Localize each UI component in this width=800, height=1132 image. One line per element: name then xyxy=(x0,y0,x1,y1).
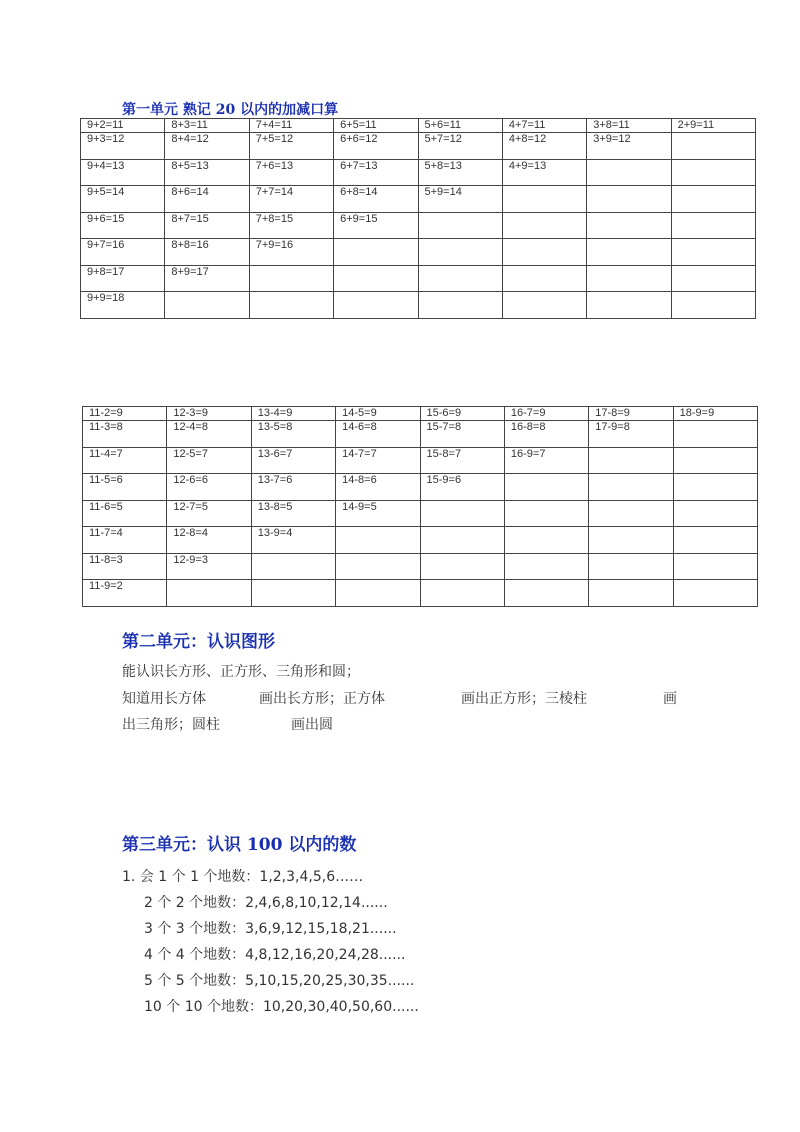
table-cell: 15-8=7 xyxy=(420,447,504,474)
table-cell: 13-9=4 xyxy=(251,527,335,554)
unit2-line1: 能认识长方形、正方形、三角形和圆； xyxy=(122,664,360,680)
table-cell xyxy=(167,580,251,607)
count-line: 4 个 4 个地数：4,8,12,16,20,24,28...... xyxy=(144,947,406,963)
table-cell: 13-4=9 xyxy=(251,407,335,421)
table-row xyxy=(83,553,758,580)
table-cell xyxy=(418,239,502,266)
unit1-title: 第一单元 熟记 20 以内的加减口算 xyxy=(122,102,339,118)
table-cell: 14-9=5 xyxy=(336,500,420,527)
table-cell xyxy=(671,212,755,239)
table-cell: 12-7=5 xyxy=(167,500,251,527)
table-cell xyxy=(249,265,333,292)
table-cell xyxy=(587,186,671,213)
table-cell: 11-6=5 xyxy=(83,500,167,527)
table-cell: 4+8=12 xyxy=(502,133,586,160)
table-cell xyxy=(504,500,588,527)
table-row xyxy=(83,527,758,554)
table-cell: 14-8=6 xyxy=(336,474,420,501)
table-cell xyxy=(589,500,673,527)
table-cell xyxy=(673,580,757,607)
table-cell xyxy=(420,580,504,607)
table-cell: 8+9=17 xyxy=(165,265,249,292)
table-cell: 4+7=11 xyxy=(502,119,586,133)
unit2-line3-part2: 画出圆 xyxy=(291,717,333,733)
table-cell xyxy=(502,265,586,292)
table-cell: 9+6=15 xyxy=(81,212,165,239)
table-cell: 6+9=15 xyxy=(334,212,418,239)
table-cell xyxy=(589,447,673,474)
table-cell: 12-5=7 xyxy=(167,447,251,474)
count-line: 10 个 10 个地数：10,20,30,40,50,60...... xyxy=(144,999,419,1015)
table-cell xyxy=(334,265,418,292)
table-cell: 9+8=17 xyxy=(81,265,165,292)
table-cell: 13-8=5 xyxy=(251,500,335,527)
table-cell xyxy=(502,239,586,266)
table-cell: 13-5=8 xyxy=(251,421,335,448)
table-cell xyxy=(420,500,504,527)
table-cell: 17-8=9 xyxy=(589,407,673,421)
table-cell xyxy=(589,474,673,501)
table-cell xyxy=(502,212,586,239)
table-cell: 6+5=11 xyxy=(334,119,418,133)
table-row xyxy=(83,407,758,421)
table-row xyxy=(83,447,758,474)
table-cell xyxy=(671,239,755,266)
table-cell xyxy=(671,292,755,319)
table-cell: 5+8=13 xyxy=(418,159,502,186)
table-cell: 11-2=9 xyxy=(83,407,167,421)
table-cell: 8+8=16 xyxy=(165,239,249,266)
table-cell: 15-6=9 xyxy=(420,407,504,421)
table-cell: 12-8=4 xyxy=(167,527,251,554)
table-cell xyxy=(249,292,333,319)
table-cell xyxy=(587,212,671,239)
table-cell: 11-8=3 xyxy=(83,553,167,580)
table-cell: 13-6=7 xyxy=(251,447,335,474)
table-cell: 12-6=6 xyxy=(167,474,251,501)
table-cell: 11-9=2 xyxy=(83,580,167,607)
table-cell: 17-9=8 xyxy=(589,421,673,448)
table-cell: 6+8=14 xyxy=(334,186,418,213)
table-cell: 5+9=14 xyxy=(418,186,502,213)
table-cell xyxy=(504,527,588,554)
table-cell xyxy=(336,553,420,580)
table-cell xyxy=(502,292,586,319)
table-cell: 4+9=13 xyxy=(502,159,586,186)
table-row xyxy=(81,292,756,319)
table-cell xyxy=(418,212,502,239)
table-cell: 11-7=4 xyxy=(83,527,167,554)
unit2-line2-part2: 画出长方形；正方体 xyxy=(259,691,385,707)
table-cell xyxy=(673,474,757,501)
table-cell xyxy=(251,580,335,607)
table-cell: 7+8=15 xyxy=(249,212,333,239)
table-cell xyxy=(673,553,757,580)
subtraction-table xyxy=(82,406,758,607)
table-cell xyxy=(589,527,673,554)
table-cell xyxy=(671,265,755,292)
table-cell xyxy=(420,553,504,580)
unit2-line3-part1: 出三角形；圆柱 xyxy=(122,717,220,733)
table-row xyxy=(81,159,756,186)
table-cell: 8+3=11 xyxy=(165,119,249,133)
unit2-line2-part4: 画 xyxy=(663,691,677,707)
table-row xyxy=(83,474,758,501)
table-row xyxy=(81,133,756,160)
table-cell: 14-5=9 xyxy=(336,407,420,421)
unit2-line2-part3: 画出正方形；三棱柱 xyxy=(461,691,587,707)
table-cell: 12-4=8 xyxy=(167,421,251,448)
table-cell xyxy=(418,292,502,319)
table-row xyxy=(83,580,758,607)
table-cell: 5+6=11 xyxy=(418,119,502,133)
table-cell: 6+7=13 xyxy=(334,159,418,186)
table-row xyxy=(81,212,756,239)
table-cell: 8+4=12 xyxy=(165,133,249,160)
table-cell xyxy=(334,292,418,319)
table-row xyxy=(81,239,756,266)
table-cell: 3+8=11 xyxy=(587,119,671,133)
table-cell: 16-8=8 xyxy=(504,421,588,448)
table-row xyxy=(83,500,758,527)
table-row xyxy=(81,186,756,213)
table-cell: 16-7=9 xyxy=(504,407,588,421)
table-cell: 9+3=12 xyxy=(81,133,165,160)
table-cell: 7+4=11 xyxy=(249,119,333,133)
table-cell xyxy=(336,580,420,607)
table-cell: 11-3=8 xyxy=(83,421,167,448)
table-cell xyxy=(418,265,502,292)
table-cell xyxy=(587,159,671,186)
table-cell: 11-5=6 xyxy=(83,474,167,501)
table-cell xyxy=(587,239,671,266)
table-cell: 7+6=13 xyxy=(249,159,333,186)
count-line: 2 个 2 个地数：2,4,6,8,10,12,14...... xyxy=(144,895,388,911)
table-cell: 7+9=16 xyxy=(249,239,333,266)
table-cell xyxy=(673,447,757,474)
table-cell: 9+9=18 xyxy=(81,292,165,319)
count-line: 5 个 5 个地数：5,10,15,20,25,30,35...... xyxy=(144,973,415,989)
table-cell: 13-7=6 xyxy=(251,474,335,501)
table-cell xyxy=(251,553,335,580)
table-cell xyxy=(671,186,755,213)
table-cell: 8+5=13 xyxy=(165,159,249,186)
table-cell xyxy=(589,580,673,607)
table-cell: 5+7=12 xyxy=(418,133,502,160)
table-cell xyxy=(673,421,757,448)
table-cell: 18-9=9 xyxy=(673,407,757,421)
table-cell: 9+4=13 xyxy=(81,159,165,186)
table-cell xyxy=(673,500,757,527)
table-cell xyxy=(587,292,671,319)
table-cell: 9+5=14 xyxy=(81,186,165,213)
table-cell: 9+2=11 xyxy=(81,119,165,133)
table-row xyxy=(83,421,758,448)
table-cell: 11-4=7 xyxy=(83,447,167,474)
unit3-title: 第三单元：认识 100 以内的数 xyxy=(122,835,357,855)
table-row xyxy=(81,119,756,133)
table-cell: 3+9=12 xyxy=(587,133,671,160)
table-cell: 9+7=16 xyxy=(81,239,165,266)
count-line: 1. 会 1 个 1 个地数：1,2,3,4,5,6…… xyxy=(122,869,364,885)
table-cell: 12-9=3 xyxy=(167,553,251,580)
table-cell xyxy=(502,186,586,213)
table-cell: 12-3=9 xyxy=(167,407,251,421)
table-cell xyxy=(165,292,249,319)
table-cell: 15-9=6 xyxy=(420,474,504,501)
unit2-title: 第二单元：认识图形 xyxy=(122,632,275,652)
table-cell xyxy=(420,527,504,554)
table-cell xyxy=(336,527,420,554)
table-cell xyxy=(671,133,755,160)
count-line: 3 个 3 个地数：3,6,9,12,15,18,21...... xyxy=(144,921,397,937)
table-cell: 7+7=14 xyxy=(249,186,333,213)
table-cell: 8+6=14 xyxy=(165,186,249,213)
table-cell xyxy=(334,239,418,266)
table-cell xyxy=(587,265,671,292)
table-cell: 8+7=15 xyxy=(165,212,249,239)
table-cell: 6+6=12 xyxy=(334,133,418,160)
table-cell xyxy=(504,553,588,580)
table-cell xyxy=(504,474,588,501)
table-cell: 14-6=8 xyxy=(336,421,420,448)
table-cell xyxy=(673,527,757,554)
addition-table xyxy=(80,118,756,319)
table-row xyxy=(81,265,756,292)
table-cell: 16-9=7 xyxy=(504,447,588,474)
table-cell xyxy=(589,553,673,580)
table-cell: 15-7=8 xyxy=(420,421,504,448)
unit2-line2-part1: 知道用长方体 xyxy=(122,691,206,707)
table-cell: 2+9=11 xyxy=(671,119,755,133)
table-cell xyxy=(504,580,588,607)
table-cell xyxy=(671,159,755,186)
table-cell: 14-7=7 xyxy=(336,447,420,474)
table-cell: 7+5=12 xyxy=(249,133,333,160)
